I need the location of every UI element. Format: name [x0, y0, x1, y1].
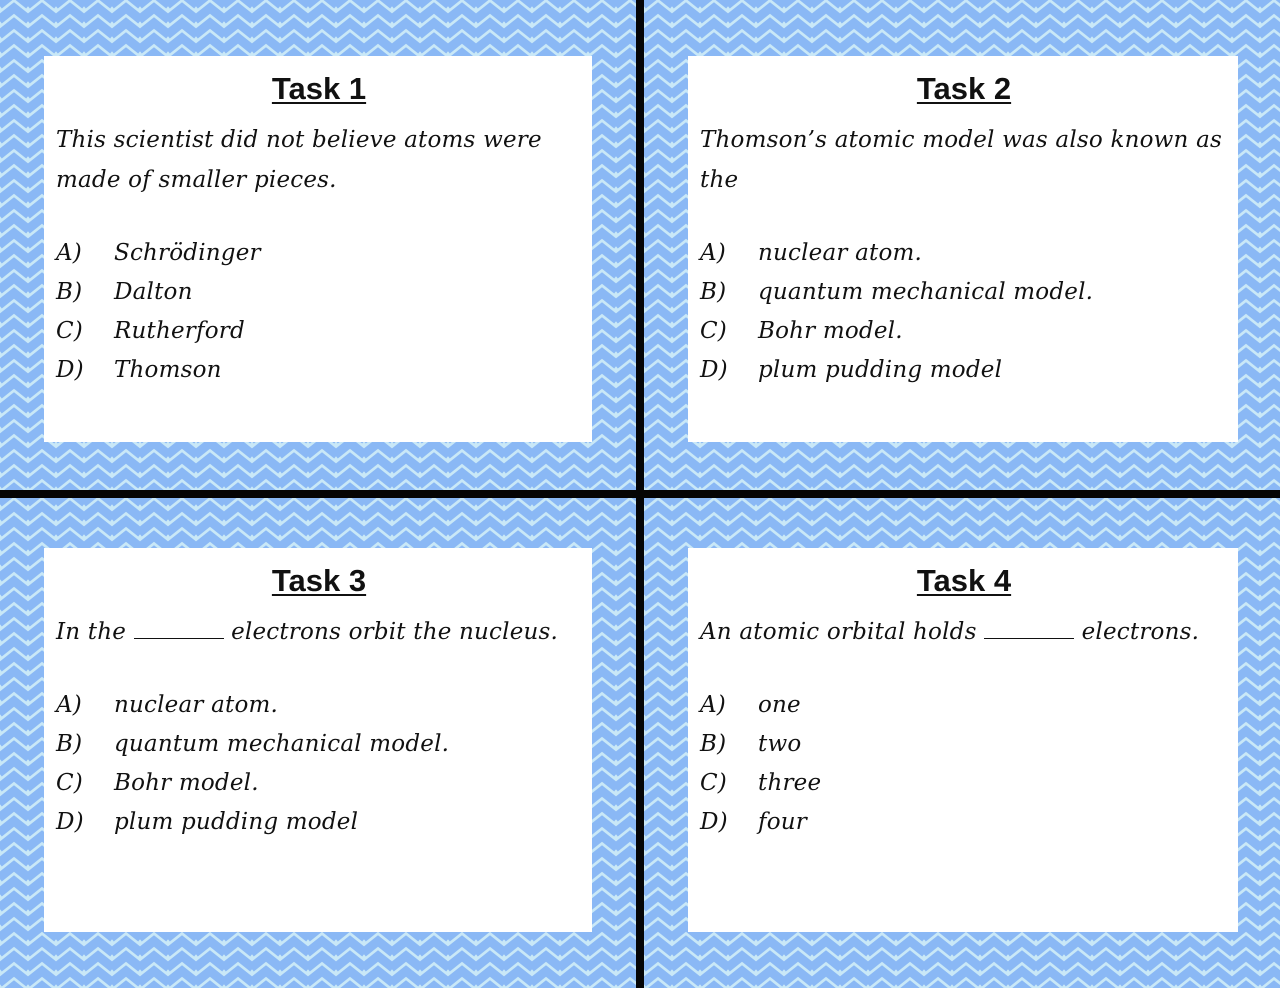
task-title: Task 2: [916, 71, 1012, 106]
option-text: Bohr model.: [758, 318, 903, 344]
option-text: Rutherford: [114, 318, 245, 344]
answer-options: [700, 686, 1228, 842]
task-card-4: [688, 548, 1238, 932]
answer-option-a: [56, 686, 582, 725]
option-text: Thomson: [114, 357, 222, 383]
answer-option-b: [56, 725, 582, 764]
option-text: four: [758, 809, 807, 835]
chevron-background-task-2: [644, 0, 1280, 490]
option-text: three: [758, 770, 822, 796]
option-letter: D): [56, 809, 84, 835]
option-letter: B): [700, 279, 727, 305]
answer-option-b: [700, 725, 1228, 764]
chevron-background-task-1: [0, 0, 636, 490]
answer-option-d: [56, 803, 582, 842]
chevron-background-task-4: [644, 498, 1280, 988]
task-title: Task 4: [916, 563, 1012, 598]
answer-option-b: [700, 273, 1228, 312]
answer-option-d: [56, 351, 582, 390]
option-text: one: [758, 692, 801, 718]
option-text: two: [758, 731, 802, 757]
task-title: Task 1: [271, 71, 367, 106]
task-title: Task 3: [271, 563, 367, 598]
answer-option-a: [700, 686, 1228, 725]
option-text: quantum mechanical model.: [114, 731, 450, 757]
answer-options: [56, 686, 582, 842]
option-letter: D): [56, 357, 84, 383]
question-text: [56, 612, 582, 652]
answer-options: [56, 234, 582, 390]
question-text-before-blank: An atomic orbital holds: [700, 619, 977, 645]
option-text: plum pudding model: [114, 809, 359, 835]
answer-option-a: [56, 234, 582, 273]
option-letter: B): [56, 731, 83, 757]
answer-option-c: [56, 312, 582, 351]
question-text: [700, 612, 1228, 652]
option-letter: B): [700, 731, 727, 757]
option-text: quantum mechanical model.: [758, 279, 1094, 305]
option-text: plum pudding model: [758, 357, 1003, 383]
option-letter: A): [56, 692, 82, 718]
option-letter: B): [56, 279, 83, 305]
answer-options: [700, 234, 1228, 390]
task-card-1: [44, 56, 592, 442]
chevron-background-task-3: [0, 498, 636, 988]
question-text: This scientist did not believe atoms were made of smaller pieces.: [56, 127, 542, 193]
question-text-after-blank: electrons.: [1081, 619, 1200, 645]
answer-option-c: [700, 764, 1228, 803]
option-letter: A): [56, 240, 82, 266]
option-text: Dalton: [114, 279, 193, 305]
option-letter: C): [56, 318, 83, 344]
question-text: Thomson’s atomic model was also known as the: [700, 127, 1222, 193]
option-text: nuclear atom.: [114, 692, 279, 718]
answer-option-d: [700, 803, 1228, 842]
horizontal-divider: [0, 490, 1280, 498]
task-card-3: [44, 548, 592, 932]
answer-option-d: [700, 351, 1228, 390]
answer-option-b: [56, 273, 582, 312]
option-letter: A): [700, 240, 726, 266]
task-card-2: [688, 56, 1238, 442]
option-letter: D): [700, 357, 728, 383]
question-text-after-blank: electrons orbit the nucleus.: [231, 619, 559, 645]
option-text: Schrödinger: [114, 240, 261, 266]
option-letter: A): [700, 692, 726, 718]
option-letter: D): [700, 809, 728, 835]
answer-option-a: [700, 234, 1228, 273]
option-text: nuclear atom.: [758, 240, 923, 266]
option-letter: C): [700, 318, 727, 344]
answer-blank: [984, 616, 1074, 639]
answer-option-c: [700, 312, 1228, 351]
answer-option-c: [56, 764, 582, 803]
question-text-before-blank: In the: [56, 619, 127, 645]
option-letter: C): [56, 770, 83, 796]
answer-blank: [134, 616, 224, 639]
option-text: Bohr model.: [114, 770, 259, 796]
option-letter: C): [700, 770, 727, 796]
